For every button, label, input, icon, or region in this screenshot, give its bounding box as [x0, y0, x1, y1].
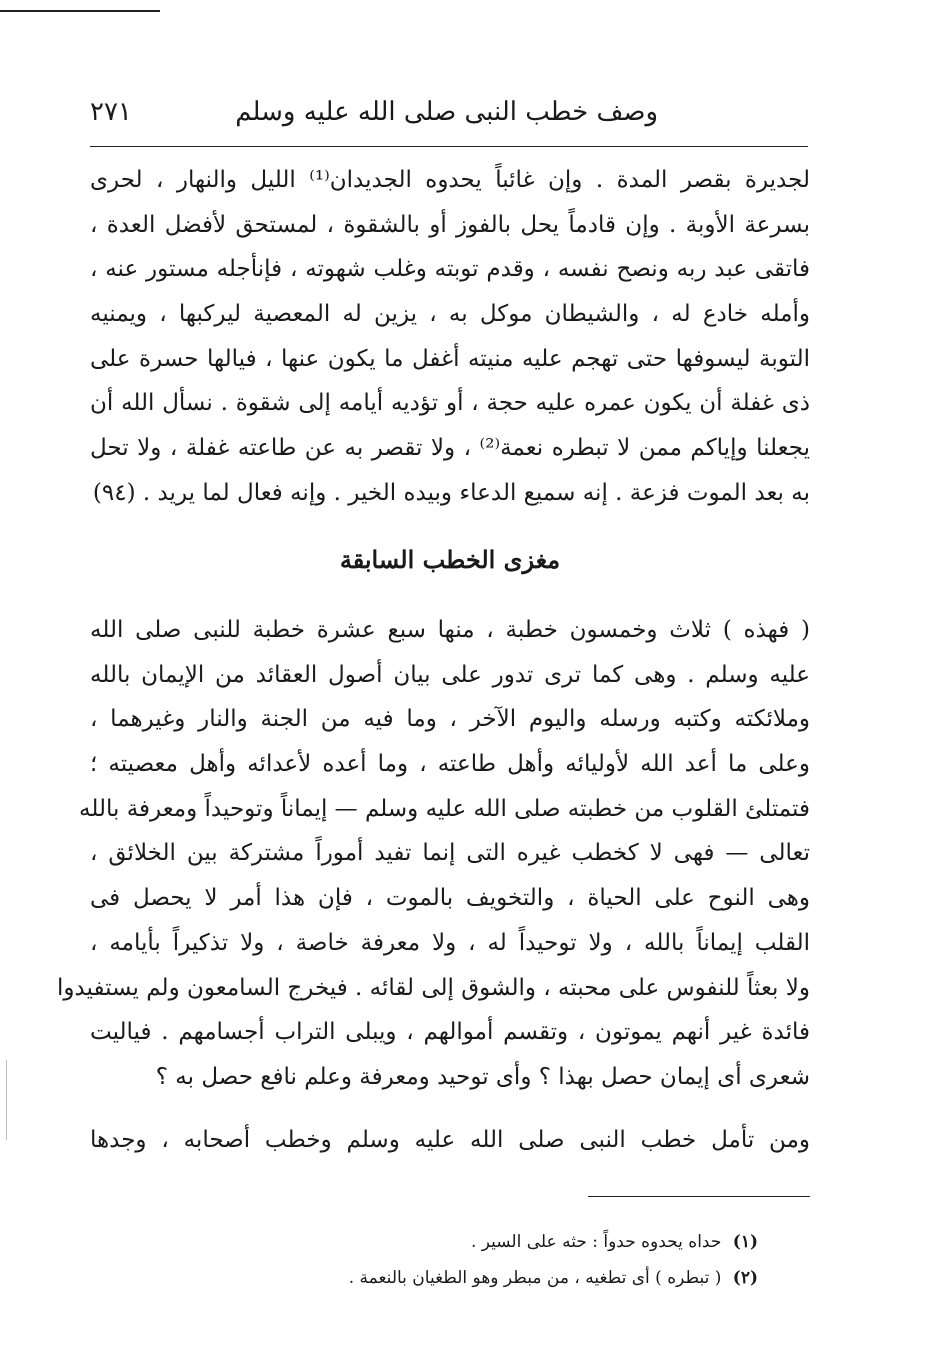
- text-line: وأمله خادع له ، والشيطان موكل به ، يزين له المعصية ليركبها ، ويمنيه: [90, 301, 810, 328]
- section-heading: مغزى الخطب السابقة: [339, 545, 561, 574]
- paragraph-2: [56, 608, 810, 1100]
- text-line: ولا بعثاً للنفوس على محبته ، والشوق إلى لقائه . فيخرج السامعون ولم يستفيدوا: [56, 974, 810, 1001]
- footnote-number: (٢): [732, 1268, 758, 1288]
- text-line: فائدة غير أنهم يموتون ، وتقسم أموالهم ، ويبلى التراب أجسامهم . فياليت: [90, 1019, 810, 1046]
- text-line: بسرعة الأوبة . وإن قادماً يحل بالفوز أو بالشقوة ، لمستحق لأفضل العدة ،: [90, 211, 810, 238]
- scan-edge-rule: [0, 10, 160, 12]
- footnote-text: ( تبطره ) أى تطغيه ، من مبطر وهو الطغيان بالنعمة .: [348, 1268, 722, 1288]
- running-header: [90, 92, 808, 136]
- text-line: يجعلنا وإياكم ممن لا تبطره نعمة⁽²⁾ ، ولا تقصر به عن طاعته غفلة ، ولا تحل: [90, 435, 810, 462]
- paragraph-3: [90, 1118, 810, 1163]
- text-line: ذى غفلة أن يكون عمره عليه حجة ، أو تؤديه أيامه إلى شقوة . نسأل الله أن: [90, 390, 810, 417]
- footnote-1: [300, 1224, 758, 1260]
- footnote-text: حداه يحدوه حدواً : حثه على السير .: [470, 1232, 722, 1252]
- text-line: وملائكته وكتبه ورسله واليوم الآخر ، وما فيه من الجنة والنار وغيرهما ،: [90, 706, 810, 733]
- page-number: ٢٧١: [90, 97, 132, 127]
- text-line: به بعد الموت فزعة . إنه سميع الدعاء وبيده الخير . وإنه فعال لما يريد . (٩٤): [92, 479, 810, 506]
- header-rule: [90, 146, 808, 147]
- text-line: ( فهذه ) ثلاث وخمسون خطبة ، منها سبع عشرة خطبة للنبى صلى الله: [90, 617, 810, 643]
- footnote-2: [300, 1260, 758, 1296]
- text-line: لجديرة بقصر المدة . وإن غائباً يحدوه الجديدان⁽¹⁾ الليل والنهار ، لحرى: [90, 167, 810, 193]
- text-line: وعلى ما أعد الله لأوليائه وأهل طاعته ، وما أعده لأعدائه وأهل معصيته ؛: [90, 751, 810, 778]
- running-title: وصف خطب النبى صلى الله عليه وسلم: [235, 97, 658, 127]
- text-line: شعرى أى إيمان حصل بهذا ؟ وأى توحيد ومعرفة وعلم نافع حصل به ؟: [155, 1063, 810, 1090]
- text-line: القلب إيماناً بالله ، ولا توحيداً له ، ولا معرفة خاصة ، ولا تذكيراً بأيامه ،: [90, 929, 810, 956]
- paragraph-1: [90, 158, 810, 516]
- text-line: تعالى — فهى لا كخطب غيره التى إنما تفيد أموراً مشتركة بين الخلائق ،: [90, 840, 810, 867]
- text-line: ومن تأمل خطب النبى صلى الله عليه وسلم وخطب أصحابه ، وجدها: [90, 1127, 810, 1153]
- text-line: فاتقى عبد ربه ونصح نفسه ، وقدم توبته وغلب شهوته ، فإنأجله مستور عنه ،: [90, 256, 810, 283]
- text-line: عليه وسلم . وهى كما ترى تدور على بيان أصول العقائد من الإيمان بالله: [90, 661, 810, 688]
- footnotes: [300, 1224, 758, 1296]
- scan-margin-mark: [6, 1060, 7, 1140]
- footnote-number: (١): [732, 1232, 758, 1252]
- text-line: وهى النوح على الحياة ، والتخويف بالموت ، فإن هذا أمر لا يحصل فى: [90, 885, 810, 912]
- footnote-rule: [588, 1196, 810, 1197]
- text-line: التوبة ليسوفها حتى تهجم عليه منيته أغفل ما يكون عنها ، فيالها حسرة على: [90, 345, 810, 372]
- text-line: فتمتلئ القلوب من خطبته صلى الله عليه وسلم — إيماناً وتوحيداً ومعرفة بالله: [79, 795, 810, 822]
